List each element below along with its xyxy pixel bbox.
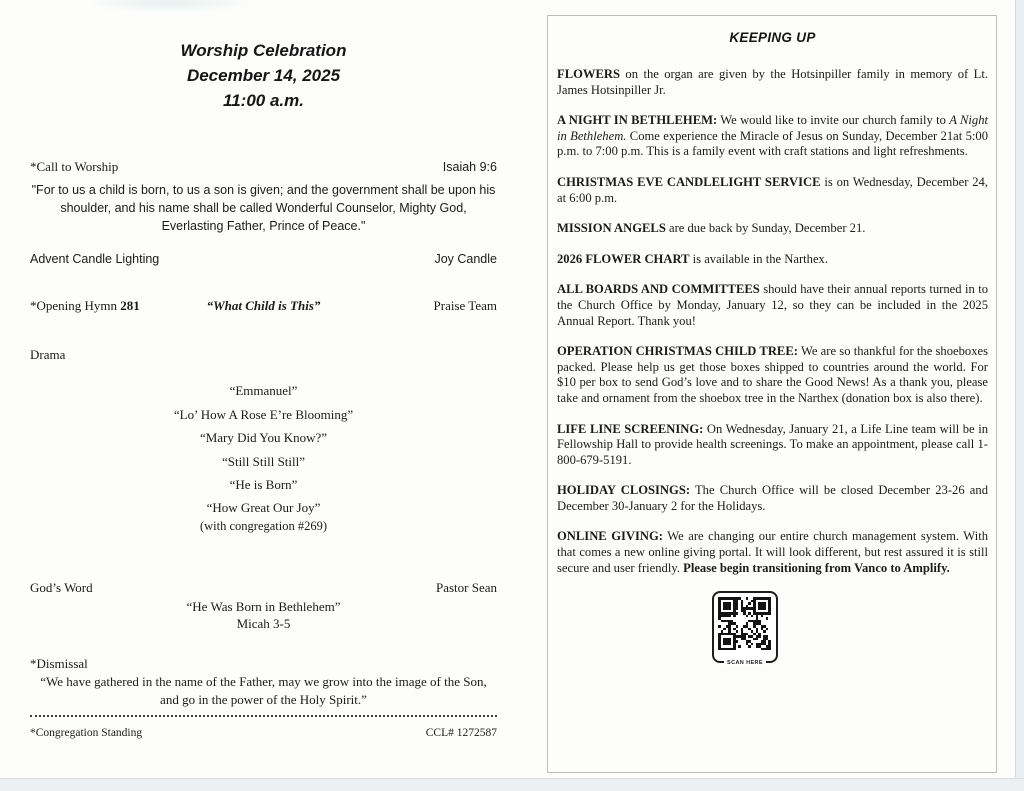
- ccli-number: CCL# 1272587: [425, 727, 497, 739]
- song-title: “Lo’ How A Rose E’re Blooming”: [173, 406, 354, 422]
- announcement-paragraph: OPERATION CHRISTMAS CHILD TREE: We are so thankful for the shoeboxes packed. Please help us get those boxes shipped to countries around the world. For $10 per box to send God’s love and to share the Good News! As a thank you, please take and ornament from the shoebox tree in the Narthex (donation box is also there).: [557, 344, 988, 405]
- keeping-up-heading: KEEPING UP: [729, 30, 816, 45]
- song-title: “How Great Our Joy”: [206, 499, 321, 515]
- announcement-paragraph: CHRISTMAS EVE CANDLELIGHT SERVICE is on Wednesday, December 24, at 6:00 p.m.: [557, 174, 988, 205]
- song-title: “He is Born”: [229, 477, 298, 492]
- title-line-1: Worship Celebration: [180, 41, 347, 60]
- announcement-paragraph: HOLIDAY CLOSINGS: The Church Office will be closed December 23-26 and December 30-January 2 for the Holidays.: [557, 483, 988, 513]
- dismissal-label: *Dismissal: [30, 656, 88, 671]
- dismissal-quote: “We have gathered in the name of the Father, may we grow into the image of the Son, and go in the power of the Holy Spirit.”: [40, 674, 487, 707]
- title-line-3: 11:00 a.m.: [223, 91, 304, 110]
- call-to-worship-reference: Isaiah 9:6: [442, 160, 497, 174]
- congregation-standing-note: *Congregation Standing: [30, 727, 143, 739]
- opening-hymn-label: *Opening Hymn 281: [30, 298, 140, 313]
- sermon-reference: Micah 3-5: [236, 616, 291, 631]
- song-title: “Mary Did You Know?”: [199, 430, 328, 445]
- opening-hymn-right: Praise Team: [433, 298, 497, 313]
- announcement-paragraph: FLOWERS on the organ are given by the Hotsinpiller family in memory of Lt. James Hotsinpiller Jr.: [557, 67, 988, 97]
- opening-hymn-title: “What Child is This”: [206, 298, 321, 313]
- qr-pattern: [718, 597, 771, 650]
- advent-candle-right: Joy Candle: [434, 252, 497, 266]
- announcement-paragraph: A NIGHT IN BETHLEHEM: We would like to invite our church family to A Night in Bethlehem. Come experience the Miracle of Jesus on Sunday, December 21at 5:00 p.m. to 7:00 p.m. This is a family event with craft stations and light refreshments.: [557, 113, 989, 159]
- announcement-list: [557, 67, 988, 576]
- footer-row: [30, 727, 497, 739]
- advent-candle-label: Advent Candle Lighting: [30, 252, 160, 266]
- gods-word-label: God’s Word: [30, 580, 93, 595]
- keeping-up-panel: [547, 15, 997, 773]
- announcement-paragraph: LIFE LINE SCREENING: On Wednesday, January 21, a Life Line team will be in Fellowship Hall to provide health screenings. To make an appointment, please call 1-800-679-5191.: [557, 421, 988, 467]
- dotted-divider: [30, 715, 497, 717]
- announcement-paragraph: 2026 FLOWER CHART is available in the Narthex.: [557, 251, 828, 266]
- announcement-paragraph: ONLINE GIVING: We are changing our entire church management system. With that comes a new online giving portal. It will look different, but rest assured it is still secure and user friendly. Please begin transitioning from Vanco to Amplify.: [557, 529, 988, 575]
- qr-caption: SCAN HERE: [724, 660, 766, 666]
- drama-label: Drama: [30, 347, 66, 362]
- qr-code: [712, 591, 778, 667]
- gods-word-row: [30, 580, 497, 596]
- advent-candle-row: [30, 252, 497, 266]
- song-title: “Emmanuel”: [229, 383, 298, 398]
- sermon-title: “He Was Born in Bethlehem”: [186, 599, 341, 614]
- opening-hymn-row: [30, 298, 497, 314]
- call-to-worship-row: [30, 159, 497, 175]
- hymn-number: 281: [120, 298, 140, 313]
- order-of-service: [30, 0, 497, 760]
- call-to-worship-quote: "For to us a child is born, to us a son is given; and the government shall be upon his shoulder, and his name shall be called Wonderful Counselor, Mighty God, Everlasting Father, Prince of Peace.": [31, 183, 496, 233]
- drama-song-list: [30, 379, 497, 535]
- announcement-paragraph: MISSION ANGELS are due back by Sunday, December 21.: [557, 221, 866, 236]
- song-title: “Still Still Still”: [221, 453, 306, 469]
- announcement-paragraph: ALL BOARDS AND COMMITTEES should have their annual reports turned in to the Church Office by Monday, January 12, so they can be included in the 2025 Annual Report. Thank you!: [557, 282, 989, 328]
- song-congregation-note: (with congregation #269): [199, 518, 328, 533]
- title-line-2: December 14, 2025: [186, 66, 341, 85]
- call-to-worship-label: *Call to Worship: [30, 159, 119, 174]
- gods-word-right: Pastor Sean: [435, 580, 497, 595]
- page-edge-right: [1015, 0, 1024, 791]
- page-edge-bottom: [0, 778, 1024, 791]
- service-title: [30, 38, 497, 113]
